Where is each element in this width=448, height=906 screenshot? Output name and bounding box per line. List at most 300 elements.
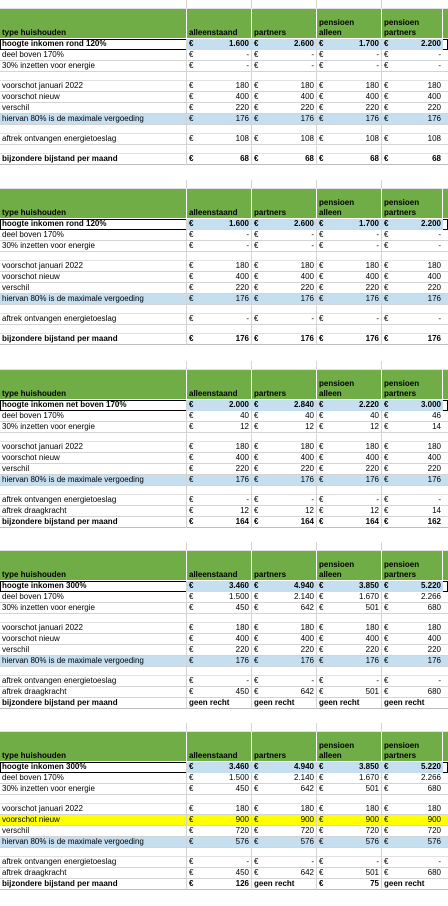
value-cell[interactable] xyxy=(187,61,252,72)
value-cell[interactable] xyxy=(252,506,317,517)
value-cell[interactable] xyxy=(382,486,443,495)
value-cell[interactable] xyxy=(252,134,317,145)
value-cell[interactable] xyxy=(382,50,443,61)
header-cell-col1[interactable] xyxy=(187,9,252,39)
value-cell[interactable] xyxy=(187,634,252,645)
value-cell[interactable] xyxy=(187,676,252,687)
value-cell[interactable] xyxy=(317,773,382,784)
value-cell[interactable] xyxy=(317,486,382,495)
value-cell[interactable] xyxy=(252,868,317,879)
value-cell[interactable] xyxy=(317,687,382,698)
value-cell[interactable] xyxy=(382,61,443,72)
value-cell[interactable] xyxy=(252,784,317,795)
value-cell[interactable] xyxy=(252,614,317,623)
value-cell[interactable] xyxy=(317,581,382,592)
header-cell-col0[interactable] xyxy=(0,551,187,581)
value-cell[interactable] xyxy=(382,261,443,272)
value-cell[interactable] xyxy=(382,252,443,261)
value-cell[interactable] xyxy=(382,145,443,154)
row-label-cell[interactable] xyxy=(0,656,187,667)
value-cell[interactable] xyxy=(382,656,443,667)
value-cell[interactable] xyxy=(317,698,382,709)
value-cell[interactable] xyxy=(382,272,443,283)
row-label-cell[interactable] xyxy=(0,272,187,283)
value-cell[interactable] xyxy=(382,495,443,506)
value-cell[interactable] xyxy=(187,762,252,773)
value-cell[interactable] xyxy=(187,145,252,154)
row-label-cell[interactable] xyxy=(0,125,187,134)
value-cell[interactable] xyxy=(382,103,443,114)
value-cell[interactable] xyxy=(187,506,252,517)
empty-cell[interactable] xyxy=(382,361,443,369)
value-cell[interactable] xyxy=(187,314,252,325)
value-cell[interactable] xyxy=(252,294,317,305)
row-label-cell[interactable] xyxy=(0,464,187,475)
value-cell[interactable] xyxy=(382,314,443,325)
value-cell[interactable] xyxy=(187,495,252,506)
empty-cell[interactable] xyxy=(187,361,252,369)
header-cell-col4[interactable] xyxy=(382,189,443,219)
value-cell[interactable] xyxy=(317,784,382,795)
value-cell[interactable] xyxy=(317,272,382,283)
value-cell[interactable] xyxy=(187,92,252,103)
value-cell[interactable] xyxy=(317,230,382,241)
value-cell[interactable] xyxy=(187,103,252,114)
header-cell-col2[interactable] xyxy=(252,732,317,762)
value-cell[interactable] xyxy=(252,261,317,272)
value-cell[interactable] xyxy=(382,795,443,804)
value-cell[interactable] xyxy=(317,114,382,125)
value-cell[interactable] xyxy=(252,464,317,475)
value-cell[interactable] xyxy=(187,581,252,592)
header-cell-col0[interactable] xyxy=(0,370,187,400)
value-cell[interactable] xyxy=(317,400,382,411)
header-cell-col1[interactable] xyxy=(187,732,252,762)
row-label-cell[interactable] xyxy=(0,495,187,506)
value-cell[interactable] xyxy=(382,464,443,475)
row-label-cell[interactable] xyxy=(0,815,187,826)
value-cell[interactable] xyxy=(187,486,252,495)
value-cell[interactable] xyxy=(317,634,382,645)
value-cell[interactable] xyxy=(187,219,252,230)
value-cell[interactable] xyxy=(317,81,382,92)
value-cell[interactable] xyxy=(252,92,317,103)
value-cell[interactable] xyxy=(252,442,317,453)
value-cell[interactable] xyxy=(252,495,317,506)
row-label-cell[interactable] xyxy=(0,39,187,50)
empty-cell[interactable] xyxy=(252,361,317,369)
empty-cell[interactable] xyxy=(382,0,443,8)
empty-cell[interactable] xyxy=(382,542,443,550)
value-cell[interactable] xyxy=(382,72,443,81)
value-cell[interactable] xyxy=(317,475,382,486)
value-cell[interactable] xyxy=(252,230,317,241)
row-label-cell[interactable] xyxy=(0,475,187,486)
value-cell[interactable] xyxy=(187,698,252,709)
value-cell[interactable] xyxy=(382,422,443,433)
value-cell[interactable] xyxy=(382,154,443,165)
value-cell[interactable] xyxy=(187,252,252,261)
value-cell[interactable] xyxy=(382,634,443,645)
value-cell[interactable] xyxy=(252,325,317,334)
value-cell[interactable] xyxy=(317,154,382,165)
value-cell[interactable] xyxy=(317,261,382,272)
row-label-cell[interactable] xyxy=(0,667,187,676)
value-cell[interactable] xyxy=(317,676,382,687)
value-cell[interactable] xyxy=(317,61,382,72)
value-cell[interactable] xyxy=(382,241,443,252)
value-cell[interactable] xyxy=(252,241,317,252)
value-cell[interactable] xyxy=(317,92,382,103)
value-cell[interactable] xyxy=(187,868,252,879)
value-cell[interactable] xyxy=(382,837,443,848)
value-cell[interactable] xyxy=(187,603,252,614)
value-cell[interactable] xyxy=(187,230,252,241)
value-cell[interactable] xyxy=(252,305,317,314)
value-cell[interactable] xyxy=(187,81,252,92)
header-cell-col4[interactable] xyxy=(382,551,443,581)
row-label-cell[interactable] xyxy=(0,857,187,868)
value-cell[interactable] xyxy=(252,114,317,125)
value-cell[interactable] xyxy=(187,442,252,453)
value-cell[interactable] xyxy=(252,400,317,411)
value-cell[interactable] xyxy=(187,773,252,784)
value-cell[interactable] xyxy=(187,623,252,634)
value-cell[interactable] xyxy=(382,879,443,890)
row-label-cell[interactable] xyxy=(0,334,187,345)
value-cell[interactable] xyxy=(187,272,252,283)
value-cell[interactable] xyxy=(317,815,382,826)
row-label-cell[interactable] xyxy=(0,422,187,433)
value-cell[interactable] xyxy=(252,422,317,433)
value-cell[interactable] xyxy=(317,411,382,422)
value-cell[interactable] xyxy=(187,334,252,345)
value-cell[interactable] xyxy=(252,72,317,81)
value-cell[interactable] xyxy=(317,334,382,345)
row-label-cell[interactable] xyxy=(0,261,187,272)
value-cell[interactable] xyxy=(187,114,252,125)
value-cell[interactable] xyxy=(187,422,252,433)
header-cell-col2[interactable] xyxy=(252,551,317,581)
value-cell[interactable] xyxy=(187,125,252,134)
value-cell[interactable] xyxy=(382,773,443,784)
value-cell[interactable] xyxy=(382,294,443,305)
value-cell[interactable] xyxy=(187,667,252,676)
value-cell[interactable] xyxy=(382,614,443,623)
row-label-cell[interactable] xyxy=(0,241,187,252)
value-cell[interactable] xyxy=(252,676,317,687)
header-cell-col3[interactable] xyxy=(317,551,382,581)
value-cell[interactable] xyxy=(382,815,443,826)
value-cell[interactable] xyxy=(252,762,317,773)
value-cell[interactable] xyxy=(252,81,317,92)
value-cell[interactable] xyxy=(252,39,317,50)
value-cell[interactable] xyxy=(252,272,317,283)
row-label-cell[interactable] xyxy=(0,773,187,784)
empty-cell[interactable] xyxy=(317,180,382,188)
value-cell[interactable] xyxy=(187,857,252,868)
row-label-cell[interactable] xyxy=(0,603,187,614)
header-cell-col4[interactable] xyxy=(382,732,443,762)
empty-cell[interactable] xyxy=(382,180,443,188)
header-cell-col1[interactable] xyxy=(187,370,252,400)
value-cell[interactable] xyxy=(317,453,382,464)
row-label-cell[interactable] xyxy=(0,230,187,241)
value-cell[interactable] xyxy=(252,219,317,230)
value-cell[interactable] xyxy=(382,868,443,879)
row-label-cell[interactable] xyxy=(0,400,187,411)
row-label-cell[interactable] xyxy=(0,411,187,422)
value-cell[interactable] xyxy=(252,645,317,656)
header-cell-col0[interactable] xyxy=(0,732,187,762)
value-cell[interactable] xyxy=(252,334,317,345)
row-label-cell[interactable] xyxy=(0,283,187,294)
value-cell[interactable] xyxy=(382,283,443,294)
value-cell[interactable] xyxy=(317,517,382,528)
value-cell[interactable] xyxy=(382,804,443,815)
value-cell[interactable] xyxy=(187,804,252,815)
value-cell[interactable] xyxy=(317,837,382,848)
value-cell[interactable] xyxy=(252,795,317,804)
value-cell[interactable] xyxy=(382,400,443,411)
value-cell[interactable] xyxy=(317,623,382,634)
empty-cell[interactable] xyxy=(252,542,317,550)
value-cell[interactable] xyxy=(187,826,252,837)
value-cell[interactable] xyxy=(187,50,252,61)
value-cell[interactable] xyxy=(317,667,382,676)
value-cell[interactable] xyxy=(382,39,443,50)
value-cell[interactable] xyxy=(382,762,443,773)
row-label-cell[interactable] xyxy=(0,154,187,165)
value-cell[interactable] xyxy=(187,815,252,826)
row-label-cell[interactable] xyxy=(0,868,187,879)
row-label-cell[interactable] xyxy=(0,305,187,314)
value-cell[interactable] xyxy=(317,325,382,334)
value-cell[interactable] xyxy=(187,154,252,165)
value-cell[interactable] xyxy=(187,453,252,464)
value-cell[interactable] xyxy=(317,762,382,773)
value-cell[interactable] xyxy=(382,134,443,145)
value-cell[interactable] xyxy=(187,592,252,603)
value-cell[interactable] xyxy=(382,645,443,656)
value-cell[interactable] xyxy=(317,879,382,890)
value-cell[interactable] xyxy=(252,50,317,61)
value-cell[interactable] xyxy=(252,433,317,442)
value-cell[interactable] xyxy=(382,81,443,92)
row-label-cell[interactable] xyxy=(0,92,187,103)
row-label-cell[interactable] xyxy=(0,252,187,261)
value-cell[interactable] xyxy=(382,517,443,528)
value-cell[interactable] xyxy=(317,39,382,50)
value-cell[interactable] xyxy=(317,848,382,857)
value-cell[interactable] xyxy=(187,261,252,272)
value-cell[interactable] xyxy=(187,283,252,294)
value-cell[interactable] xyxy=(252,837,317,848)
value-cell[interactable] xyxy=(187,645,252,656)
value-cell[interactable] xyxy=(317,868,382,879)
value-cell[interactable] xyxy=(187,411,252,422)
row-label-cell[interactable] xyxy=(0,879,187,890)
row-label-cell[interactable] xyxy=(0,795,187,804)
value-cell[interactable] xyxy=(252,667,317,676)
value-cell[interactable] xyxy=(382,92,443,103)
header-cell-col2[interactable] xyxy=(252,9,317,39)
row-label-cell[interactable] xyxy=(0,294,187,305)
value-cell[interactable] xyxy=(252,145,317,154)
value-cell[interactable] xyxy=(252,592,317,603)
value-cell[interactable] xyxy=(252,879,317,890)
value-cell[interactable] xyxy=(382,442,443,453)
value-cell[interactable] xyxy=(252,857,317,868)
value-cell[interactable] xyxy=(382,325,443,334)
value-cell[interactable] xyxy=(382,698,443,709)
row-label-cell[interactable] xyxy=(0,72,187,81)
value-cell[interactable] xyxy=(382,114,443,125)
value-cell[interactable] xyxy=(382,676,443,687)
value-cell[interactable] xyxy=(317,442,382,453)
empty-cell[interactable] xyxy=(317,0,382,8)
value-cell[interactable] xyxy=(252,773,317,784)
value-cell[interactable] xyxy=(252,634,317,645)
value-cell[interactable] xyxy=(187,656,252,667)
value-cell[interactable] xyxy=(187,294,252,305)
row-label-cell[interactable] xyxy=(0,145,187,154)
empty-cell[interactable] xyxy=(317,542,382,550)
value-cell[interactable] xyxy=(252,475,317,486)
value-cell[interactable] xyxy=(252,581,317,592)
value-cell[interactable] xyxy=(317,422,382,433)
header-cell-col4[interactable] xyxy=(382,370,443,400)
value-cell[interactable] xyxy=(382,592,443,603)
value-cell[interactable] xyxy=(187,837,252,848)
value-cell[interactable] xyxy=(252,815,317,826)
empty-cell[interactable] xyxy=(187,723,252,731)
value-cell[interactable] xyxy=(317,145,382,154)
value-cell[interactable] xyxy=(317,72,382,81)
row-label-cell[interactable] xyxy=(0,592,187,603)
value-cell[interactable] xyxy=(382,125,443,134)
empty-cell[interactable] xyxy=(252,0,317,8)
value-cell[interactable] xyxy=(187,848,252,857)
value-cell[interactable] xyxy=(382,411,443,422)
value-cell[interactable] xyxy=(187,795,252,804)
row-label-cell[interactable] xyxy=(0,581,187,592)
header-cell-col3[interactable] xyxy=(317,732,382,762)
row-label-cell[interactable] xyxy=(0,506,187,517)
empty-cell[interactable] xyxy=(317,723,382,731)
value-cell[interactable] xyxy=(317,294,382,305)
value-cell[interactable] xyxy=(317,656,382,667)
header-cell-col3[interactable] xyxy=(317,189,382,219)
header-cell-col4[interactable] xyxy=(382,9,443,39)
empty-cell[interactable] xyxy=(317,361,382,369)
value-cell[interactable] xyxy=(252,517,317,528)
row-label-cell[interactable] xyxy=(0,61,187,72)
value-cell[interactable] xyxy=(317,506,382,517)
value-cell[interactable] xyxy=(252,687,317,698)
row-label-cell[interactable] xyxy=(0,698,187,709)
value-cell[interactable] xyxy=(317,134,382,145)
value-cell[interactable] xyxy=(382,857,443,868)
empty-cell[interactable] xyxy=(252,723,317,731)
header-cell-col3[interactable] xyxy=(317,370,382,400)
value-cell[interactable] xyxy=(187,433,252,442)
row-label-cell[interactable] xyxy=(0,762,187,773)
row-label-cell[interactable] xyxy=(0,645,187,656)
value-cell[interactable] xyxy=(252,125,317,134)
value-cell[interactable] xyxy=(382,581,443,592)
row-label-cell[interactable] xyxy=(0,687,187,698)
row-label-cell[interactable] xyxy=(0,134,187,145)
row-label-cell[interactable] xyxy=(0,676,187,687)
value-cell[interactable] xyxy=(187,475,252,486)
value-cell[interactable] xyxy=(187,325,252,334)
value-cell[interactable] xyxy=(252,314,317,325)
header-cell-col2[interactable] xyxy=(252,370,317,400)
empty-cell[interactable] xyxy=(187,180,252,188)
value-cell[interactable] xyxy=(382,230,443,241)
empty-cell[interactable] xyxy=(0,0,187,8)
value-cell[interactable] xyxy=(187,134,252,145)
value-cell[interactable] xyxy=(317,795,382,804)
header-cell-col3[interactable] xyxy=(317,9,382,39)
value-cell[interactable] xyxy=(317,252,382,261)
value-cell[interactable] xyxy=(187,687,252,698)
empty-cell[interactable] xyxy=(0,361,187,369)
value-cell[interactable] xyxy=(317,305,382,314)
value-cell[interactable] xyxy=(252,154,317,165)
header-cell-col1[interactable] xyxy=(187,551,252,581)
row-label-cell[interactable] xyxy=(0,517,187,528)
value-cell[interactable] xyxy=(382,475,443,486)
value-cell[interactable] xyxy=(317,826,382,837)
value-cell[interactable] xyxy=(382,687,443,698)
value-cell[interactable] xyxy=(187,72,252,81)
row-label-cell[interactable] xyxy=(0,848,187,857)
value-cell[interactable] xyxy=(382,219,443,230)
row-label-cell[interactable] xyxy=(0,826,187,837)
row-label-cell[interactable] xyxy=(0,623,187,634)
value-cell[interactable] xyxy=(382,453,443,464)
row-label-cell[interactable] xyxy=(0,804,187,815)
value-cell[interactable] xyxy=(317,645,382,656)
value-cell[interactable] xyxy=(187,39,252,50)
value-cell[interactable] xyxy=(382,848,443,857)
value-cell[interactable] xyxy=(252,623,317,634)
row-label-cell[interactable] xyxy=(0,81,187,92)
value-cell[interactable] xyxy=(252,848,317,857)
value-cell[interactable] xyxy=(382,623,443,634)
row-label-cell[interactable] xyxy=(0,837,187,848)
value-cell[interactable] xyxy=(382,784,443,795)
value-cell[interactable] xyxy=(252,283,317,294)
row-label-cell[interactable] xyxy=(0,486,187,495)
value-cell[interactable] xyxy=(187,400,252,411)
header-cell-col1[interactable] xyxy=(187,189,252,219)
value-cell[interactable] xyxy=(252,486,317,495)
empty-cell[interactable] xyxy=(187,542,252,550)
value-cell[interactable] xyxy=(317,241,382,252)
value-cell[interactable] xyxy=(317,592,382,603)
value-cell[interactable] xyxy=(317,464,382,475)
value-cell[interactable] xyxy=(317,603,382,614)
value-cell[interactable] xyxy=(252,603,317,614)
value-cell[interactable] xyxy=(187,784,252,795)
header-cell-col0[interactable] xyxy=(0,189,187,219)
value-cell[interactable] xyxy=(252,453,317,464)
empty-cell[interactable] xyxy=(382,723,443,731)
value-cell[interactable] xyxy=(317,314,382,325)
